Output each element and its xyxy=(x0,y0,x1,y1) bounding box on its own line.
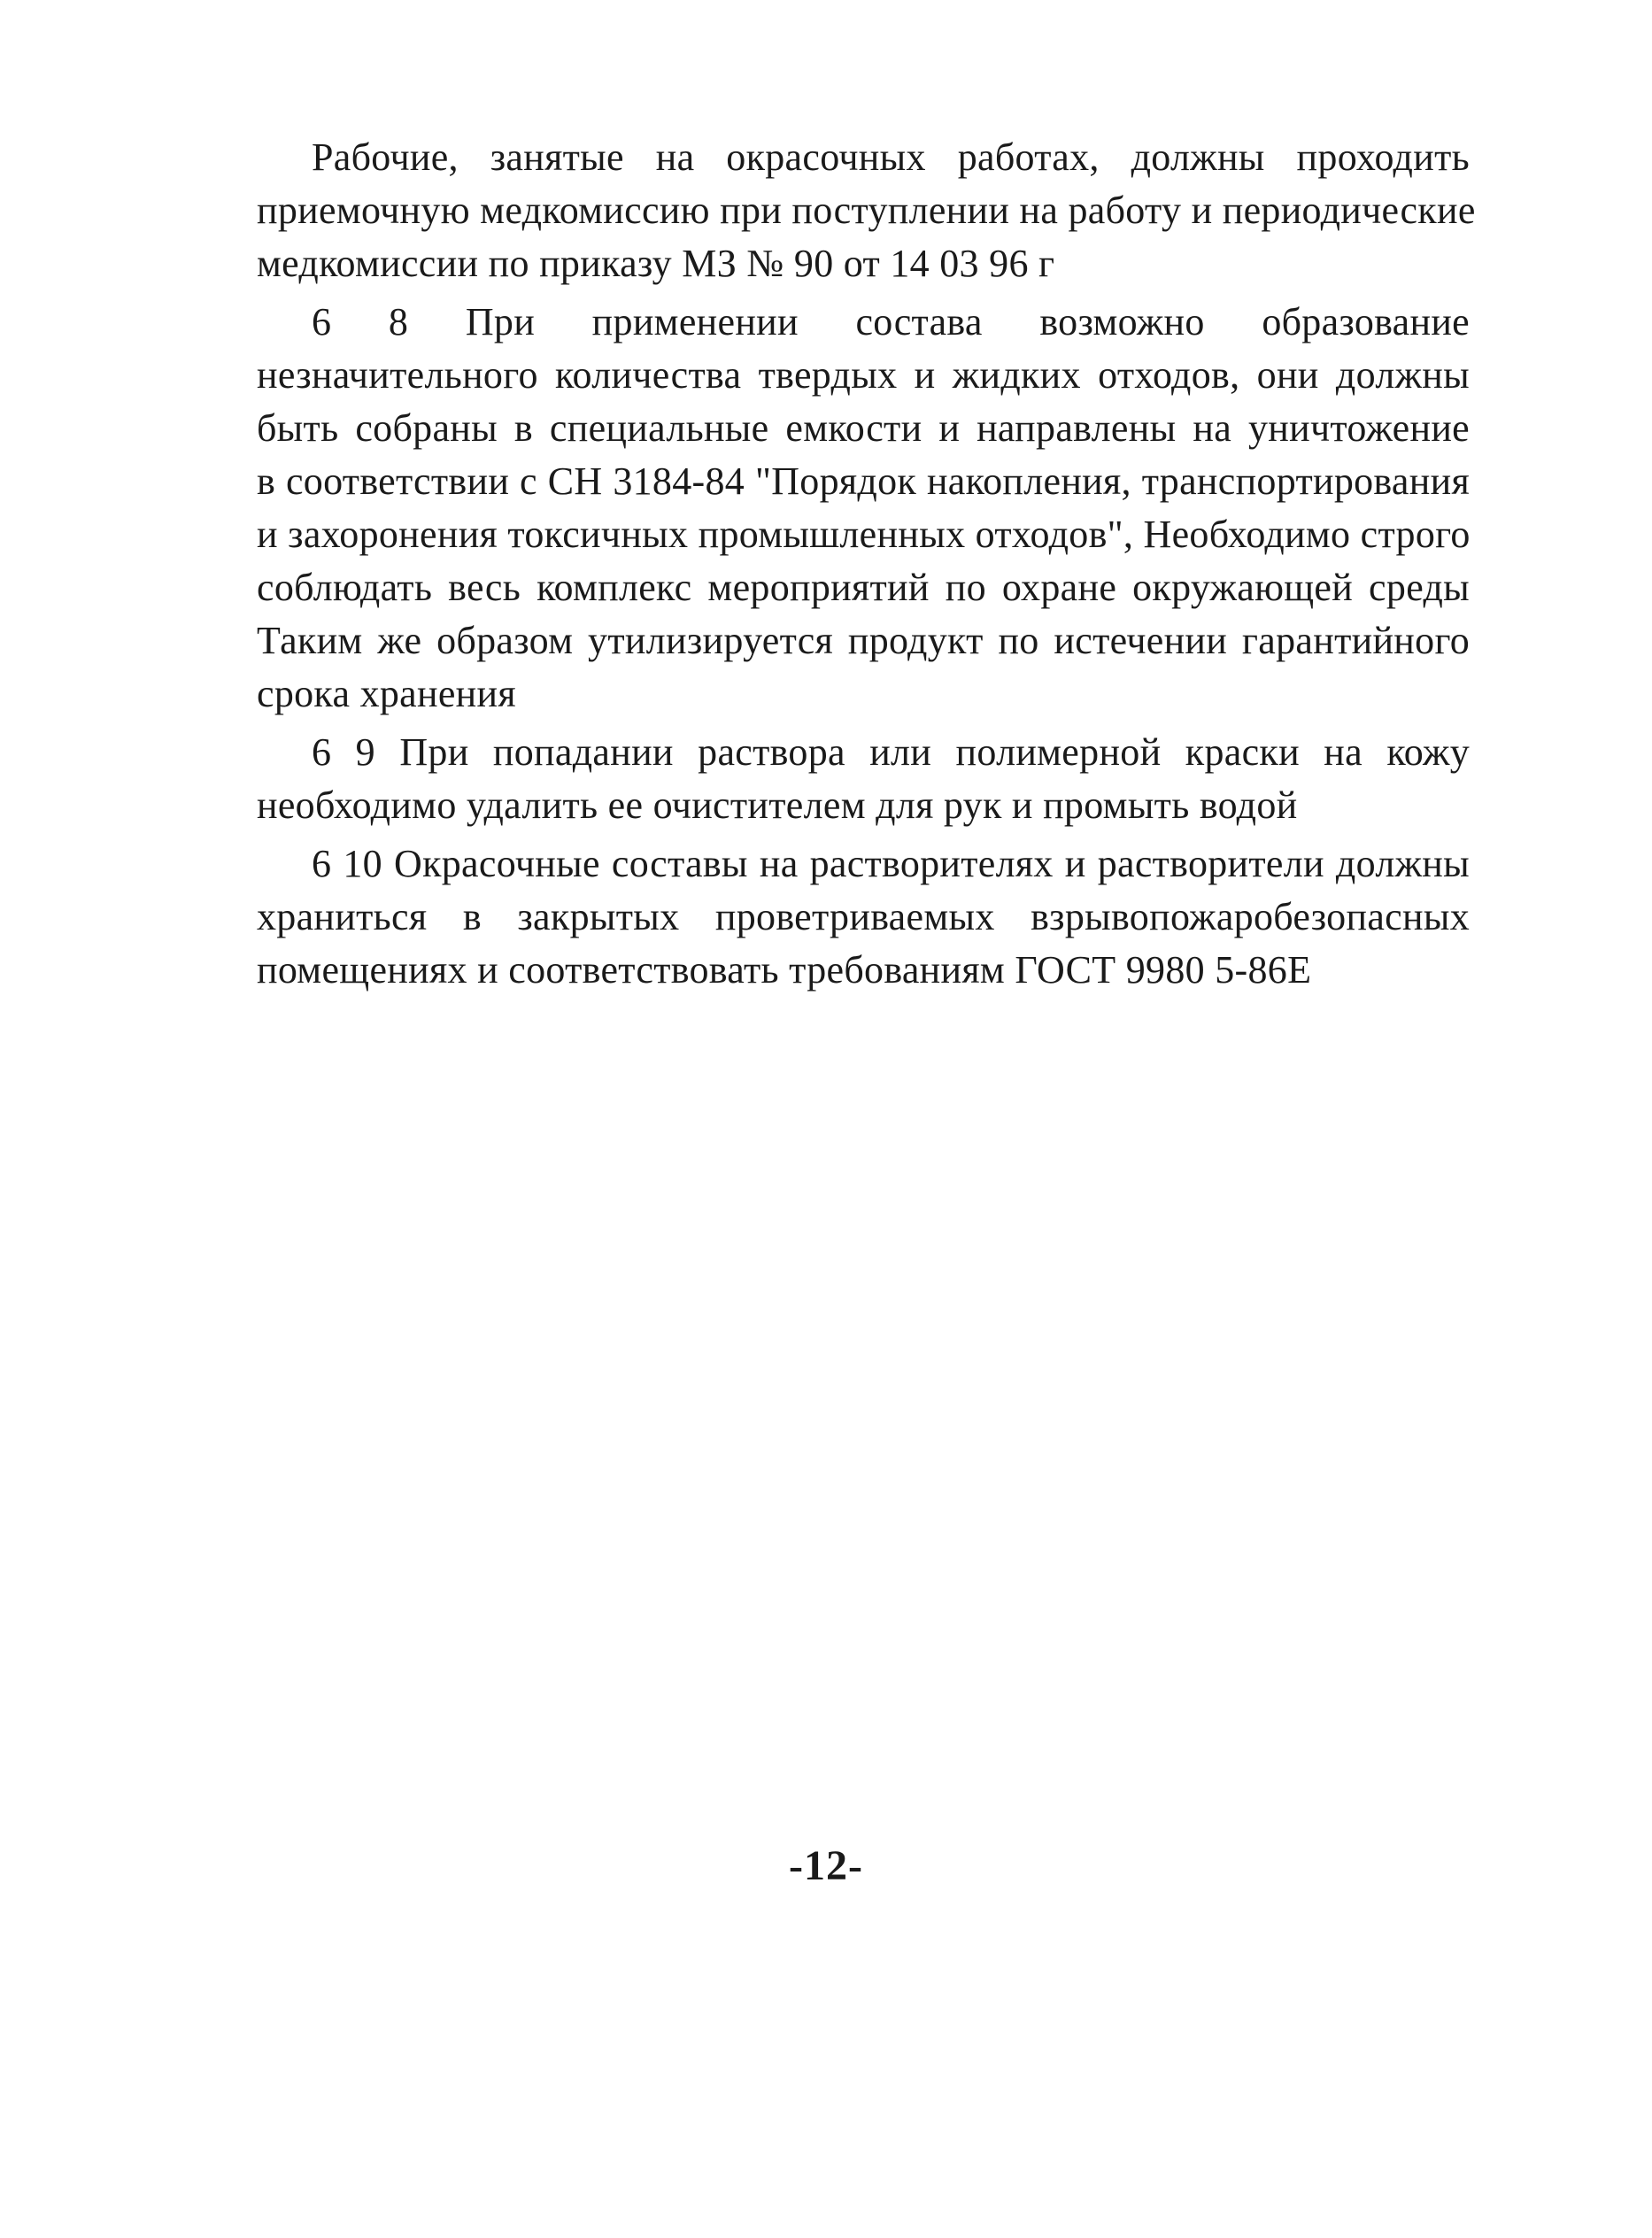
text-line: быть собраны в специальные емкости и направлены на уничтожение xyxy=(257,406,1470,450)
paragraph-6-10 xyxy=(257,837,1470,997)
text-line: Рабочие, занятые на окрасочных работах, должны проходить xyxy=(312,135,1470,179)
paragraph-6-8 xyxy=(257,296,1470,721)
paragraph-workers-medical xyxy=(257,131,1476,290)
paragraph-6-9 xyxy=(257,726,1470,832)
text-line: Таким же образом утилизируется продукт по истечении гарантийного xyxy=(257,619,1470,662)
text-line: 6 10 Окрасочные составы на растворителях и растворители должны xyxy=(312,842,1470,885)
text-line: в соответствии с СН 3184-84 "Порядок накопления, транспортирования xyxy=(257,459,1470,503)
text-line: срока хранения xyxy=(257,672,516,715)
body-text xyxy=(257,131,1476,1002)
text-line: 6 9 При попадании раствора или полимерной краски на кожу xyxy=(312,730,1470,774)
text-line: 6 8 При применении состава возможно образование xyxy=(312,300,1470,343)
page-number: -12- xyxy=(789,1842,863,1889)
text-line: храниться в закрытых проветриваемых взрывопожаробезопасных xyxy=(257,895,1470,938)
text-line: помещениях и соответствовать требованиям ГОСТ 9980 5-86Е xyxy=(257,948,1312,992)
text-line: медкомиссии по приказу МЗ № 90 от 14 03 96 г xyxy=(257,242,1055,285)
text-line: необходимо удалить ее очистителем для рук и промыть водой xyxy=(257,783,1298,827)
text-line: незначительного количества твердых и жидких отходов, они должны xyxy=(257,353,1470,397)
text-line: и захоронения токсичных промышленных отходов", Необходимо строго xyxy=(257,513,1471,556)
text-line: приемочную медкомиссию при поступлении на работу и периодические xyxy=(257,189,1476,232)
text-line: соблюдать весь комплекс мероприятий по охране окружающей среды xyxy=(257,566,1470,609)
